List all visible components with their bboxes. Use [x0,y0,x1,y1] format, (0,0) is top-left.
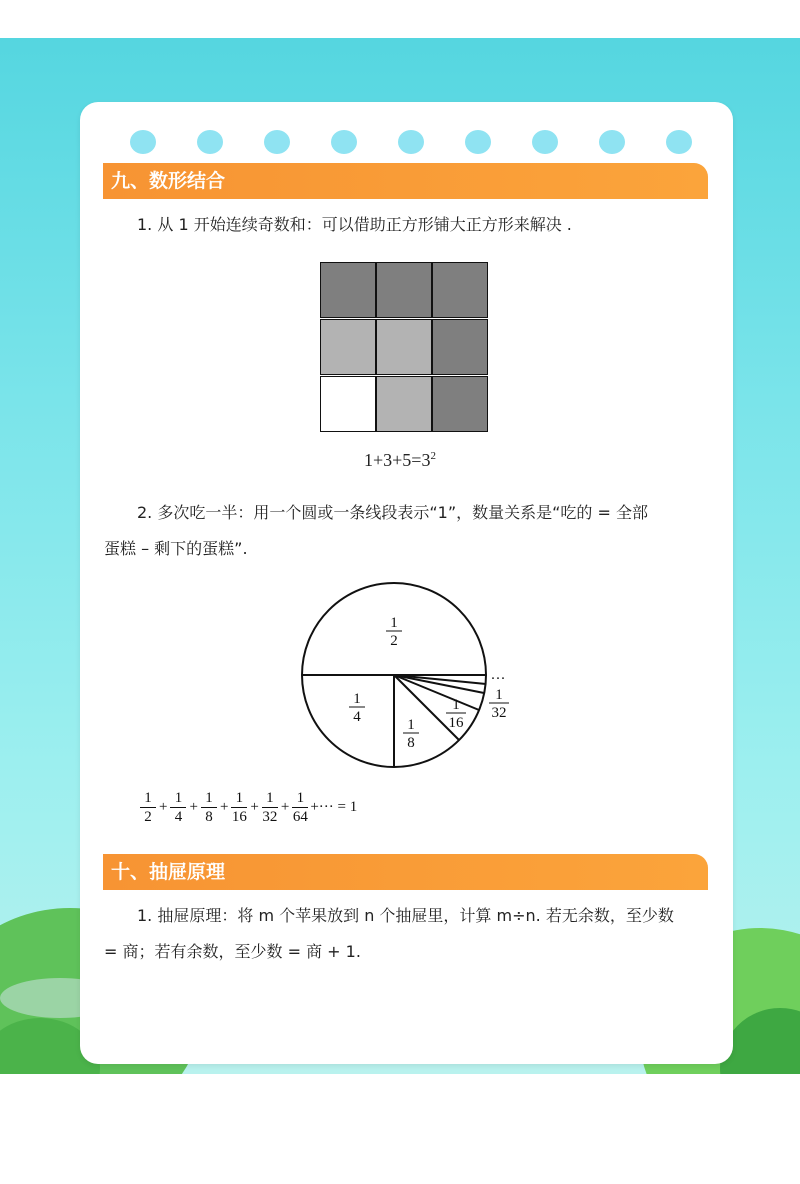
grid-cell-dark [432,319,488,375]
fraction-numerator: 1 [201,789,217,808]
grid-cell-white [320,376,376,432]
thirtysecond-numerator: 1 [495,687,503,703]
equation-base: 1+3+5=3 [364,450,431,470]
binder-ring [331,130,357,154]
grid-cell-light [376,376,432,432]
eighth-numerator: 1 [407,717,415,733]
binder-ring [130,130,156,154]
fraction-numerator: 1 [292,789,308,808]
series-fraction [140,789,156,826]
fraction-numerator: 1 [140,789,156,808]
binder-ring [264,130,290,154]
sixtyfourth-line [394,675,486,684]
sixteenth-numerator: 1 [452,697,460,713]
section-9-item-2-line-1: 2. 多次吃一半：用一个圆或一条线段表示“1”，数量关系是“吃的 = 全部 [137,503,648,522]
series-tail: +··· = 1 [310,798,358,815]
series-fraction [170,789,186,826]
plus-sign: + [280,798,290,815]
series-terms [140,789,308,826]
fraction-denominator: 16 [231,808,247,825]
series-fraction [201,789,217,826]
fraction-denominator: 32 [262,808,278,825]
thirtysecond-denominator: 32 [491,705,507,721]
odd-sum-equation [364,450,436,471]
series-fraction [231,789,247,826]
plus-sign: + [189,798,198,815]
continuation-dots: ··· [490,671,506,687]
grid-cell-dark [432,262,488,318]
section-10-item-1-line-1: 1. 抽屉原理：将 m 个苹果放到 n 个抽屉里，计算 m÷n. 若无余数，至少数 [137,906,674,925]
quarter-numerator: 1 [353,691,361,707]
grid-cell-light [320,319,376,375]
quarter-denominator: 4 [353,709,361,725]
equation-exponent: 2 [430,450,436,462]
fraction-denominator: 8 [205,808,213,825]
binder-ring [599,130,625,154]
grid-cell-dark [432,376,488,432]
odd-sum-square-grid [320,262,490,434]
grid-cell-dark [320,262,376,318]
eighth-denominator: 8 [407,735,415,751]
binder-ring [398,130,424,154]
binder-ring [197,130,223,154]
fraction-denominator: 4 [174,808,183,825]
half-denominator: 2 [390,633,398,649]
section-9-item-2-line-2: 蛋糕 – 剩下的蛋糕”. [104,539,248,558]
series-fraction [292,789,308,826]
binder-ring [532,130,558,154]
section-10-item-1-line-2: = 商；若有余数，至少数 = 商 + 1. [104,942,361,961]
thirtysecond-line [394,675,484,693]
plus-sign: + [219,798,229,815]
grid-cell-dark [376,262,432,318]
halving-series [140,785,357,829]
binder-ring [465,130,491,154]
fraction-numerator: 1 [170,789,186,808]
sixteenth-line [394,675,479,710]
section-10-title: 十、抽屉原理 [103,854,708,890]
fraction-denominator: 2 [144,808,152,825]
fraction-numerator: 1 [262,789,278,808]
plus-sign: + [159,798,168,815]
plus-sign: + [250,798,259,815]
half-numerator: 1 [390,615,398,631]
sixteenth-denominator: 16 [448,715,464,731]
fraction-denominator: 64 [292,808,308,825]
section-9-item-1: 1. 从 1 开始连续奇数和：可以借助正方形铺大正方形来解决 . [137,215,572,234]
binder-ring [666,130,692,154]
section-9-title: 九、数形结合 [103,163,708,199]
fraction-numerator: 1 [231,789,247,808]
grid-cell-light [376,319,432,375]
series-fraction [262,789,278,826]
halving-circle-diagram [290,575,530,785]
